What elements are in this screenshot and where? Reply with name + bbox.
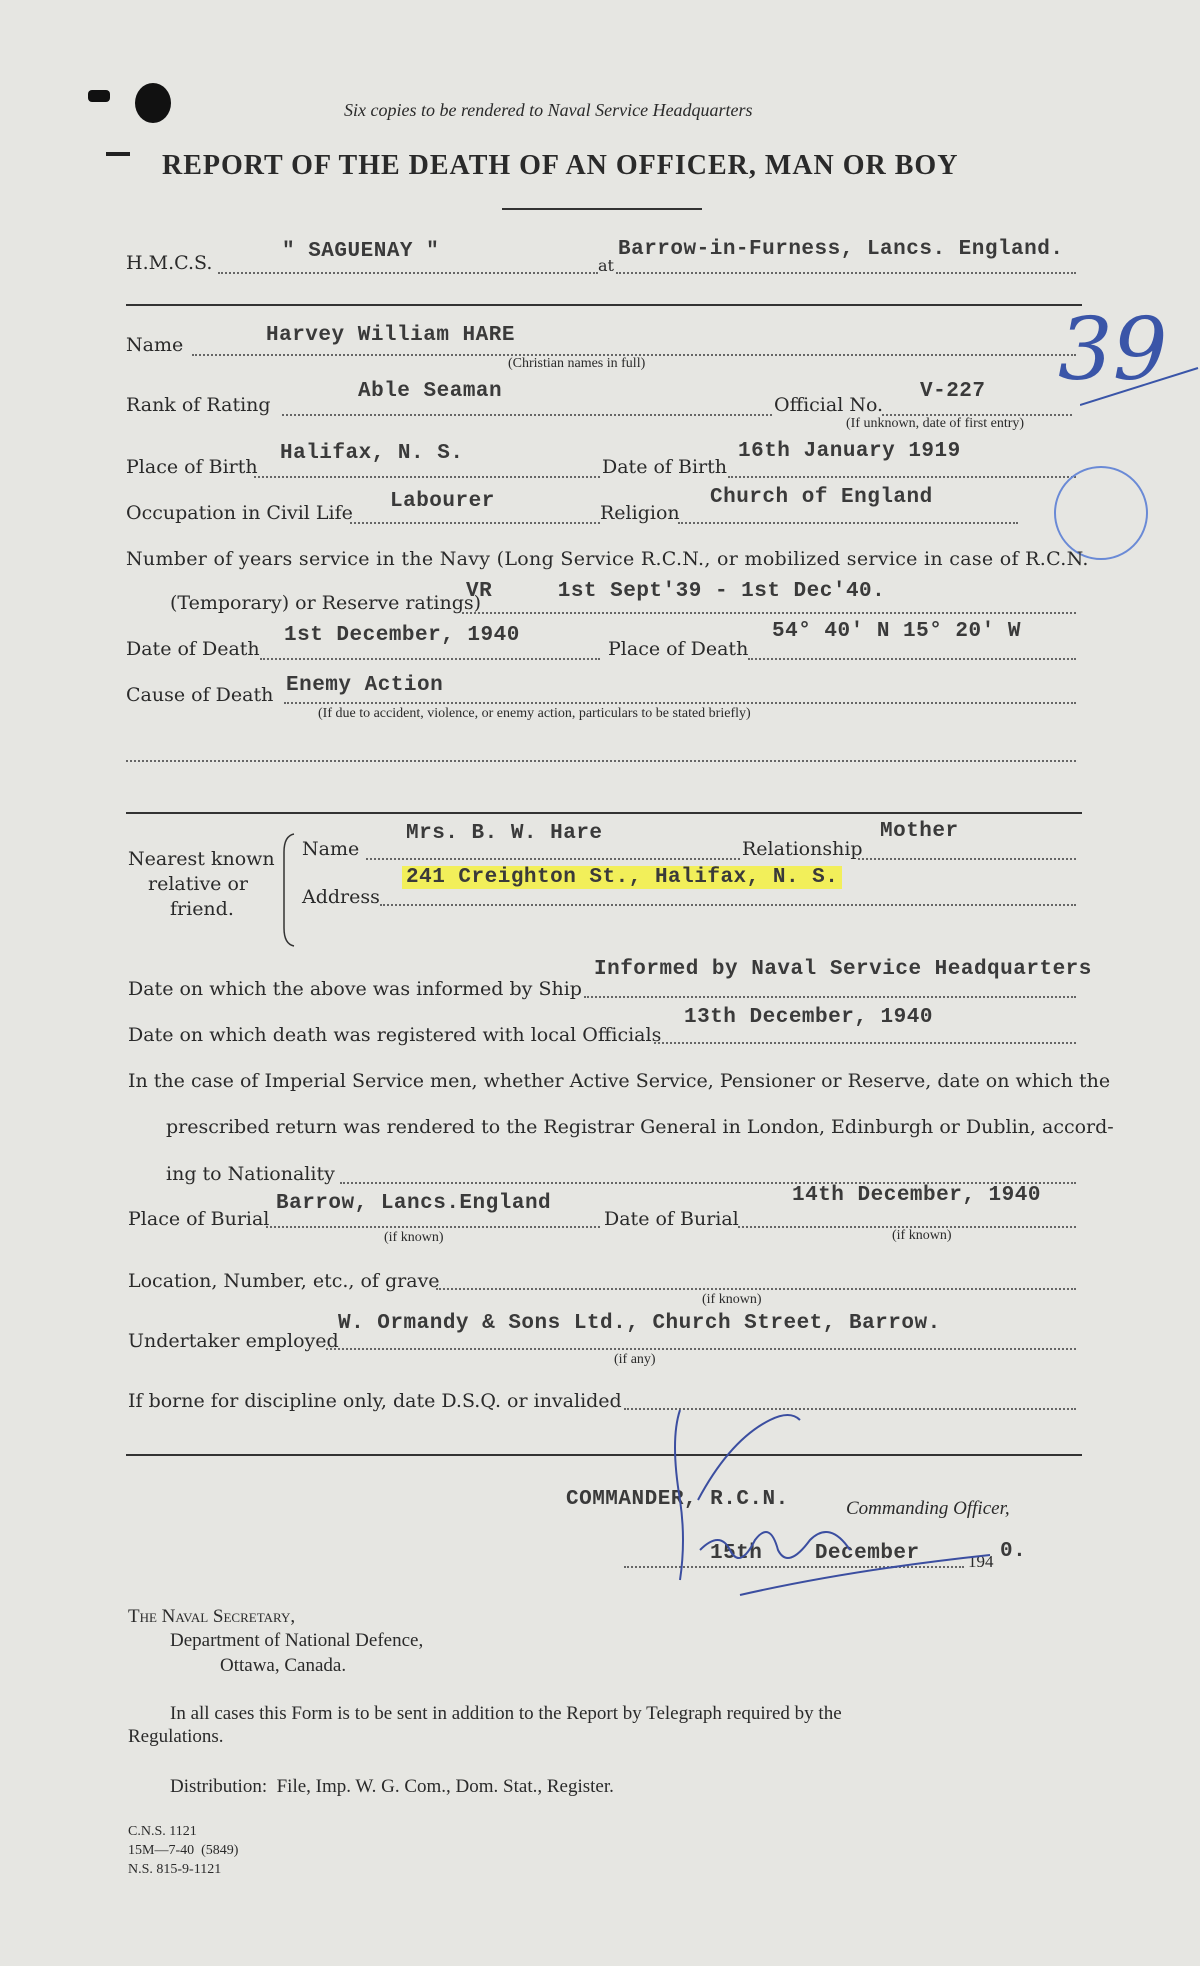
name-hint: (Christian names in full) — [508, 356, 646, 371]
at-label: at — [598, 256, 614, 275]
section-divider — [126, 304, 1082, 306]
service-label-line1: Number of years service in the Navy (Long Service R.C.N., or mobilized service in case of R.C.N. — [126, 548, 1089, 570]
burial-date-label: Date of Burial — [604, 1208, 739, 1230]
service-field-line — [462, 612, 1076, 614]
at-field-line — [616, 272, 1076, 274]
undertaker-field-line — [326, 1348, 1076, 1350]
telegraph-note-line2: Regulations. — [128, 1726, 224, 1747]
cause-extra-line — [126, 760, 1076, 762]
telegraph-note: In all cases this Form is to be sent in addition to the Report by Telegraph required by the — [170, 1703, 842, 1724]
signature-date-typed: 15th December — [710, 1542, 920, 1565]
death-date-field-line — [260, 658, 600, 660]
religion-value: Church of England — [710, 486, 933, 509]
pen-stroke — [1080, 360, 1200, 420]
hmcs-value: " SAGUENAY " — [282, 240, 440, 263]
relative-name-label: Name — [302, 838, 360, 860]
occupation-value: Labourer — [390, 490, 495, 513]
handwritten-number: 39 — [1058, 300, 1168, 400]
at-value: Barrow-in-Furness, Lancs. England. — [618, 238, 1064, 261]
hmcs-field-line — [218, 272, 598, 274]
grave-field-line — [436, 1288, 1076, 1290]
death-date-value: 1st December, 1940 — [284, 624, 520, 647]
grave-label: Location, Number, etc., of grave — [128, 1270, 440, 1292]
burial-place-value: Barrow, Lancs.England — [276, 1192, 552, 1215]
undertaker-hint: (if any) — [614, 1352, 656, 1367]
cause-hint: (If due to accident, violence, or enemy action, particulars to be stated briefly) — [318, 706, 751, 721]
grave-hint: (if known) — [702, 1292, 762, 1307]
hmcs-label: H.M.C.S. — [126, 252, 213, 274]
commanding-officer-label: Commanding Officer, — [846, 1498, 1010, 1519]
relative-group-label-3: friend. — [170, 898, 234, 920]
registered-label: Date on which death was registered with local Officials — [128, 1024, 662, 1046]
form-code-line3: N.S. 815-9-1121 — [128, 1862, 222, 1877]
death-date-label: Date of Death — [126, 638, 260, 660]
death-place-field-line — [748, 658, 1076, 660]
official-no-value: V-227 — [920, 380, 986, 403]
birth-place-value: Halifax, N. S. — [280, 442, 464, 465]
imperial-line1: In the case of Imperial Service men, whether Active Service, Pensioner or Reserve, date on which the — [128, 1070, 1111, 1092]
burial-place-field-line — [266, 1226, 600, 1228]
relative-address-value: 241 Creighton St., Halifax, N. S. — [402, 866, 842, 889]
imperial-line2: prescribed return was rendered to the Registrar General in London, Edinburgh or Dublin, accord- — [166, 1116, 1114, 1138]
registered-value: 13th December, 1940 — [684, 1006, 933, 1029]
birth-date-label: Date of Birth — [602, 456, 727, 478]
form-code-line1: C.N.S. 1121 — [128, 1824, 197, 1839]
naval-secretary-line3: Ottawa, Canada. — [220, 1655, 347, 1676]
birth-place-field-line — [254, 476, 600, 478]
burial-place-hint: (if known) — [384, 1230, 444, 1245]
informed-field-line — [584, 996, 1076, 998]
naval-secretary-line1: The Naval Secretary, — [128, 1606, 296, 1627]
relationship-label: Relationship — [742, 838, 863, 860]
relative-bracket — [280, 832, 300, 948]
undertaker-value: W. Ormandy & Sons Ltd., Church Street, Barrow. — [338, 1312, 941, 1335]
distribution-note: Distribution: File, Imp. W. G. Com., Dom. Stat., Register. — [170, 1776, 614, 1797]
informed-label: Date on which the above was informed by Ship — [128, 978, 582, 1000]
registered-field-line — [654, 1042, 1076, 1044]
name-label: Name — [126, 334, 184, 356]
occupation-field-line — [350, 522, 600, 524]
burial-date-value: 14th December, 1940 — [792, 1184, 1041, 1207]
signature-rank-typed: COMMANDER, R.C.N. — [566, 1488, 789, 1511]
punch-hole-remnant — [106, 152, 130, 156]
relative-address-label: Address — [302, 886, 380, 908]
relationship-value: Mother — [880, 820, 959, 843]
discipline-label: If borne for discipline only, date D.S.Q. or invalided — [128, 1390, 622, 1412]
naval-secretary-line2: Department of National Defence, — [170, 1630, 424, 1651]
rank-field-line — [282, 414, 772, 416]
signature-year-typed: 0. — [1000, 1540, 1027, 1563]
name-value: Harvey William HARE — [266, 324, 515, 347]
birth-date-value: 16th January 1919 — [738, 440, 961, 463]
rank-label: Rank of Rating — [126, 394, 271, 416]
religion-field-line — [678, 522, 1018, 524]
cause-label: Cause of Death — [126, 684, 274, 706]
death-place-value: 54° 40' N 15° 20' W — [772, 620, 1021, 643]
service-label-line2: (Temporary) or Reserve ratings) — [170, 592, 482, 614]
service-value: VR 1st Sept'39 - 1st Dec'40. — [466, 580, 886, 603]
imperial-line3: ing to Nationality — [166, 1163, 335, 1185]
punch-hole-remnant — [88, 90, 110, 102]
punch-hole — [135, 83, 171, 123]
handwritten-signature — [660, 1380, 1000, 1610]
rank-value: Able Seaman — [358, 380, 503, 403]
cause-field-line — [284, 702, 1076, 704]
burial-date-hint: (if known) — [892, 1228, 952, 1243]
relative-address-field-line — [380, 904, 1076, 906]
cause-value: Enemy Action — [286, 674, 444, 697]
death-place-label: Place of Death — [608, 638, 749, 660]
official-no-hint: (If unknown, date of first entry) — [846, 416, 1025, 431]
section-divider — [126, 812, 1082, 814]
relative-name-value: Mrs. B. W. Hare — [406, 822, 603, 845]
archives-stamp — [1054, 466, 1148, 560]
page-title: REPORT OF THE DEATH OF AN OFFICER, MAN OR BOY — [162, 150, 959, 181]
undertaker-label: Undertaker employed — [128, 1330, 339, 1352]
informed-value: Informed by Naval Service Headquarters — [594, 958, 1092, 981]
burial-place-label: Place of Burial — [128, 1208, 270, 1230]
relative-name-field-line — [366, 858, 740, 860]
relationship-field-line — [858, 858, 1076, 860]
birth-date-field-line — [728, 476, 1076, 478]
official-no-label: Official No. — [774, 394, 884, 416]
signature-year-printed: 194 — [968, 1552, 994, 1571]
religion-label: Religion — [600, 502, 680, 524]
title-underline — [502, 208, 702, 210]
relative-group-label-2: relative or — [148, 873, 248, 895]
form-code-line2: 15M—7-40 (5849) — [128, 1843, 239, 1858]
relative-group-label-1: Nearest known — [128, 848, 275, 870]
copies-note: Six copies to be rendered to Naval Service Headquarters — [344, 100, 753, 120]
occupation-label: Occupation in Civil Life — [126, 502, 353, 524]
birth-place-label: Place of Birth — [126, 456, 258, 478]
